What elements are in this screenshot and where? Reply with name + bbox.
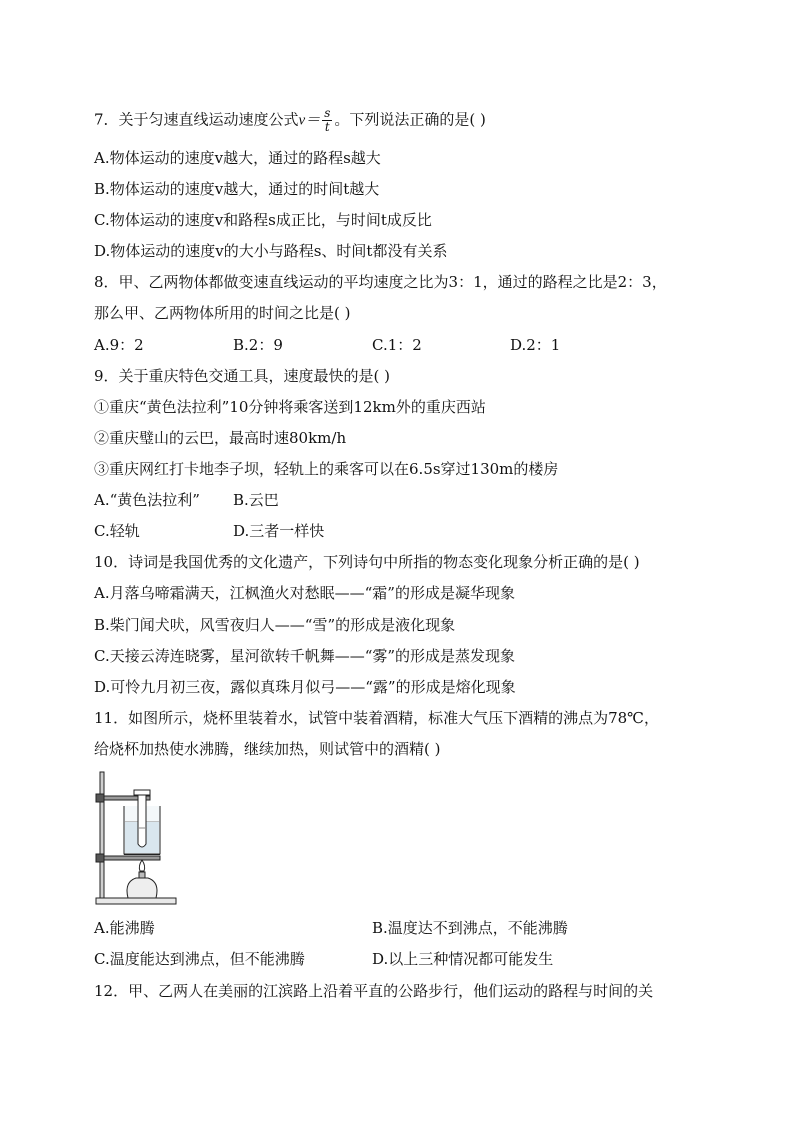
formula-lhs: v＝ (298, 112, 321, 129)
question-11-option-a: A.能沸腾 (94, 919, 155, 937)
alcohol-lamp (127, 878, 157, 898)
question-9-option-b: B.云巴 (233, 491, 279, 509)
question-9-item-2: ②重庆璧山的云巴，最高时速80km/h (94, 429, 347, 447)
question-10-stem: 10．诗词是我国优秀的文化遗产，下列诗句中所指的物态变化现象分析正确的是( ) (94, 553, 640, 571)
question-11-stem-line1: 11．如图所示，烧杯里装着水，试管中装着酒精，标准大气压下酒精的沸点为78℃， (94, 709, 659, 727)
clamp-knob-ring (96, 854, 104, 862)
lamp-wick-holder (139, 872, 145, 878)
question-7-option-c: C.物体运动的速度v和路程s成正比，与时间t成反比 (94, 211, 432, 229)
question-7-suffix: 。下列说法正确的是( ) (334, 110, 486, 129)
formula-fraction (322, 107, 332, 134)
heating-apparatus-figure (94, 770, 194, 910)
question-9-stem: 9．关于重庆特色交通工具，速度最快的是( ) (94, 367, 391, 385)
question-7-option-a: A.物体运动的速度v越大，通过的路程s越大 (94, 149, 381, 167)
stand-rod (100, 772, 104, 898)
question-8-option-a: A.9：2 (94, 336, 144, 354)
question-10-option-c: C.天接云涛连晓雾，星河欲转千帆舞——“雾”的形成是蒸发现象 (94, 647, 516, 665)
question-9-option-a: A.“黄色法拉利” (94, 491, 200, 509)
question-11-option-c: C.温度能达到沸点，但不能沸腾 (94, 950, 305, 968)
question-8-option-c: C.1：2 (372, 336, 422, 354)
test-tube-clamp (134, 790, 150, 795)
question-10-option-d: D.可怜九月初三夜，露似真珠月似弓——“露”的形成是熔化现象 (94, 678, 516, 696)
stand-base (96, 898, 176, 904)
question-10-option-a: A.月落乌啼霜满天，江枫渔火对愁眠——“霜”的形成是凝华现象 (94, 584, 515, 602)
question-11-stem-line2: 给烧杯加热使水沸腾，继续加热，则试管中的酒精( ) (94, 740, 441, 758)
question-11-option-d: D.以上三种情况都可能发生 (372, 950, 554, 968)
test-tube (138, 790, 146, 847)
question-9-item-3: ③重庆网红打卡地李子坝，轻轨上的乘客可以在6.5s穿过130m的楼房 (94, 460, 559, 478)
question-9-option-d: D.三者一样快 (233, 522, 325, 540)
question-8-option-b: B.2：9 (233, 336, 283, 354)
question-12-stem-line1: 12．甲、乙两人在美丽的江滨路上沿着平直的公路步行，他们运动的路程与时间的关 (94, 982, 654, 1000)
flame (139, 860, 144, 871)
question-7-prefix: 7．关于匀速直线运动速度公式 (94, 110, 299, 129)
question-9-option-c: C.轻轨 (94, 522, 140, 540)
question-11-option-b: B.温度达不到沸点，不能沸腾 (372, 919, 568, 937)
clamp-knob-top (96, 794, 104, 802)
question-7-option-b: B.物体运动的速度v越大，通过的时间t越大 (94, 180, 380, 198)
question-7-stem (94, 107, 486, 134)
formula-denominator: t (324, 120, 330, 134)
question-8-stem-line2: 那么甲、乙两物体所用的时间之比是( ) (94, 304, 351, 322)
question-10-option-b: B.柴门闻犬吠，风雪夜归人——“雪”的形成是液化现象 (94, 616, 456, 634)
question-9-item-1: ①重庆“黄色法拉利”10分钟将乘客送到12km外的重庆西站 (94, 398, 486, 416)
ring-support-arm (98, 856, 160, 860)
formula-numerator: s (324, 106, 331, 120)
question-7-option-d: D.物体运动的速度v的大小与路程s、时间t都没有关系 (94, 242, 448, 260)
question-8-stem-line1: 8．甲、乙两物体都做变速直线运动的平均速度之比为3：1，通过的路程之比是2：3， (94, 273, 667, 291)
question-8-option-d: D.2：1 (510, 336, 561, 354)
